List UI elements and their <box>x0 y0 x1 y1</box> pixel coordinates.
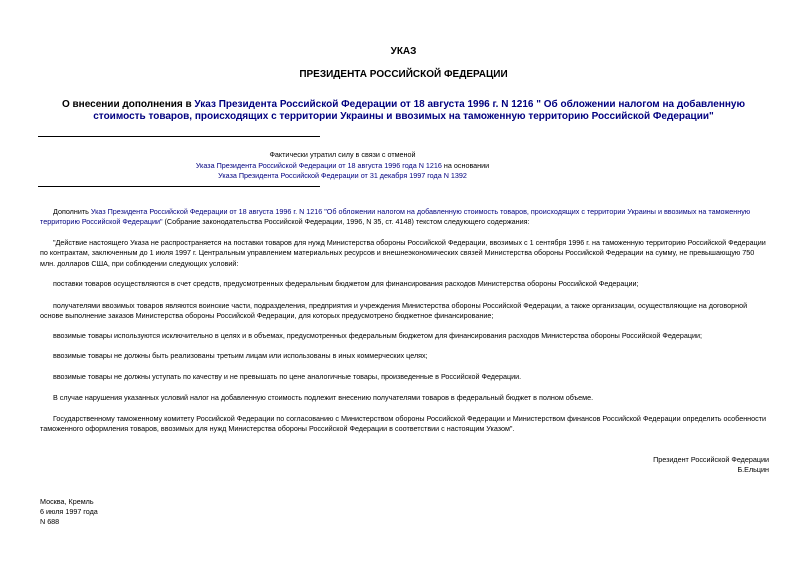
issue-date: 6 июля 1997 года <box>40 507 98 516</box>
p1-decree-link[interactable]: Указ Президента Российской Федерации от 18 августа 1996 г. N 1216 "Об обложении налогом на добавленную стоимость товаров, происходящих с территории Украины и ввозимых на таможенную территорию Российской Федерации" <box>40 207 751 227</box>
paragraph-7: ввозимые товары не должны уступать по качеству и не превышать по цене аналогичные товары, произведенные в Российской Федерации. <box>53 372 522 381</box>
issue-number: N 688 <box>40 517 60 526</box>
bottom-divider <box>38 186 320 187</box>
document-subtitle: ПРЕЗИДЕНТА РОССИЙСКОЙ ФЕДЕРАЦИИ <box>299 69 508 80</box>
paragraph-5: ввозимые товары используются исключительно в целях и в объемах, предусмотренных федеральным бюджетом для финансирования расходов Министерства обороны Российской Федерации; <box>53 331 702 340</box>
subject-prefix: О внесении дополнения в <box>61 99 195 110</box>
note-line-1: Фактически утратил силу в связи с отменой <box>269 150 416 159</box>
note-line-2-suffix: на основании <box>441 160 490 170</box>
subject-decree-link[interactable]: Указ Президента Российской Федерации от 18 августа 1996 г. N 1216 " Об обложении налогом на добавленную стоимость товаров, происходящих с территории Украины и ввозимых на таможенную территорию Российской Федерации" <box>93 99 746 122</box>
note-line-2 <box>40 161 645 172</box>
note-decree-1392-link[interactable]: Указа Президента Российской Федерации от 31 декабря 1997 года N 1392 <box>218 171 467 180</box>
paragraph-9: Государственному таможенному комитету Российской Федерации по согласованию с Министерством обороны Российской Федерации и Министерством финансов Российской Федерации определить особенности таможенного оформления товаров, ввозимых для нужд Министерства обороны Российской Федерации в соответствии с настоящим Указом". <box>40 414 767 434</box>
signature-name: Б.Ельцин <box>737 465 769 475</box>
document-title: УКАЗ <box>390 46 417 57</box>
signature-position: Президент Российской Федерации <box>653 455 769 464</box>
paragraph-3: поставки товаров осуществляются в счет средств, предусмотренных федеральным бюджетом для финансирования расходов Министерства обороны Российской Федерации; <box>53 279 639 288</box>
document-subject <box>40 99 767 123</box>
issue-place: Москва, Кремль <box>40 497 94 506</box>
p1-prefix: Дополнить <box>53 207 91 216</box>
status-note <box>40 150 645 182</box>
note-decree-1216-link[interactable]: Указа Президента Российской Федерации от 18 августа 1996 года N 1216 <box>195 160 442 170</box>
issue-details <box>40 497 98 527</box>
paragraph-2: "Действие настоящего Указа не распространяется на поставки товаров для нужд Министерства обороны Российской Федерации, ввозимых с 1 сентября 1996 г. на таможенную территорию Российской Федерации по контрактам, заключенным до 1 июля 1997 г. Центральным управлением материальных ресурсов и внешнеэкономических связей Министерства обороны Российской Федерации на сумму, не превышающую 750 млн. долларов США, при соблюдении следующих условий: <box>40 238 766 268</box>
paragraph-6: ввозимые товары не должны быть реализованы третьим лицам или использованы в иных коммерческих целях; <box>53 351 428 360</box>
top-divider <box>38 136 320 137</box>
paragraph-4: получателями ввозимых товаров являются воинские части, подразделения, предприятия и учреждения Министерства обороны Российской Федерации, а также организации, осуществляющие на договорной основе выполнение заказов Министерства обороны Российской Федерации, для которых предусмотрено бюджетное финансирование; <box>40 301 748 321</box>
paragraph-8: В случае нарушения указанных условий налог на добавленную стоимость подлежит внесению получателями товаров в федеральный бюджет в полном объеме. <box>53 393 594 402</box>
signature-block <box>653 455 769 476</box>
paragraph-1 <box>40 207 770 228</box>
p1-suffix: (Собрание законодательства Российской Федерации, 1996, N 35, ст. 4148) текстом следующего содержания: <box>162 217 530 227</box>
